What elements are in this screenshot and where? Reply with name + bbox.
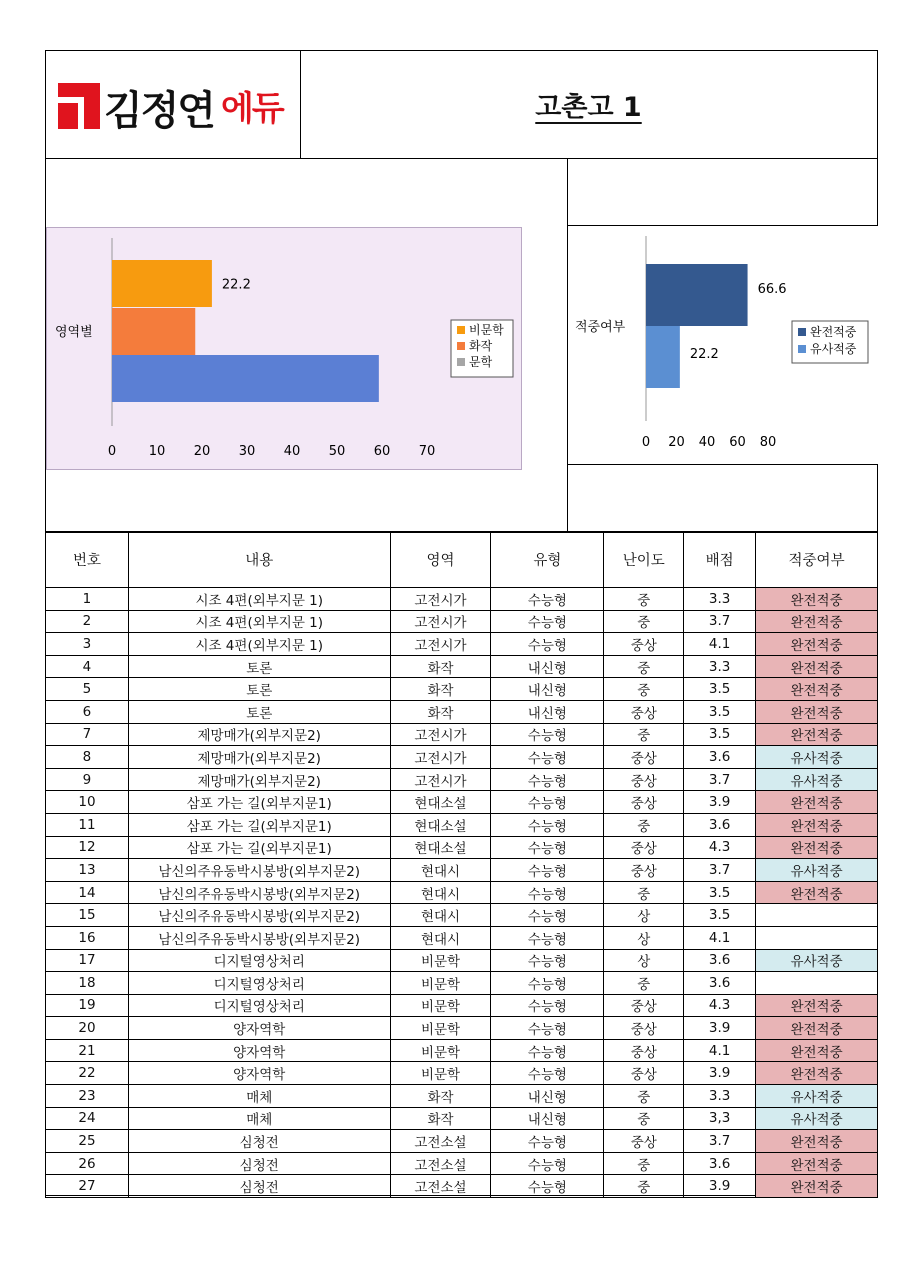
col-header: 적중여부 <box>756 532 878 588</box>
area-chart <box>46 227 522 470</box>
hit-status-cell: 완전적중 <box>756 994 878 1017</box>
x-tick-label: 30 <box>238 444 256 459</box>
table-cell: 양자역학 <box>128 1039 390 1062</box>
table-cell: 4.1 <box>684 926 756 949</box>
table-row <box>46 655 878 678</box>
table-cell: 3.5 <box>684 723 756 746</box>
table-cell: 중 <box>604 678 684 701</box>
table-row <box>46 813 878 836</box>
table-cell: 중 <box>604 1085 684 1108</box>
hit-status-cell: 완전적중 <box>756 791 878 814</box>
table-cell: 고전시가 <box>390 723 491 746</box>
hit-status-cell <box>756 904 878 927</box>
hit-status-cell: 완전적중 <box>756 1175 878 1198</box>
table-cell: 3.3 <box>684 1085 756 1108</box>
table-cell: 4.1 <box>684 1039 756 1062</box>
table-cell: 중 <box>604 610 684 633</box>
table-cell: 3.6 <box>684 972 756 995</box>
table-cell: 중상 <box>604 791 684 814</box>
hit-status-cell: 완전적중 <box>756 700 878 723</box>
table-cell: 비문학 <box>390 972 491 995</box>
table-cell: 수능형 <box>491 1062 604 1085</box>
table-row <box>46 859 878 882</box>
table-cell: 화작 <box>390 655 491 678</box>
table-cell: 양자역학 <box>128 1062 390 1085</box>
bar-value-label: 22.2 <box>689 347 719 362</box>
table-cell: 비문학 <box>390 994 491 1017</box>
x-tick-label: 20 <box>668 435 685 450</box>
col-header: 유형 <box>491 532 604 588</box>
table-cell: 고전시가 <box>390 588 491 611</box>
table-cell: 3.5 <box>684 678 756 701</box>
table-cell: 남신의주유동박시봉방(외부지문2) <box>128 881 390 904</box>
table-cell: 중상 <box>604 859 684 882</box>
hit-status-cell: 완전적중 <box>756 655 878 678</box>
legend-swatch <box>457 326 465 334</box>
x-tick-label: 70 <box>418 444 436 459</box>
page-title-cell <box>300 51 877 158</box>
x-tick-label: 80 <box>759 435 777 450</box>
table-row <box>46 610 878 633</box>
table-cell: 18 <box>46 972 129 995</box>
table-cell: 수능형 <box>491 1017 604 1040</box>
table-cell: 19 <box>46 994 129 1017</box>
table-cell: 비문학 <box>390 1017 491 1040</box>
table-cell: 중상 <box>604 746 684 769</box>
table-cell: 상 <box>604 926 684 949</box>
table-cell: 상 <box>604 904 684 927</box>
hit-status-cell: 완전적중 <box>756 836 878 859</box>
table-row <box>46 791 878 814</box>
table-header-row <box>46 532 878 588</box>
table-cell: 현대소설 <box>390 813 491 836</box>
hit-status-cell: 완전적중 <box>756 678 878 701</box>
table-row <box>46 1152 878 1175</box>
table-cell: 수능형 <box>491 813 604 836</box>
table-cell: 3 <box>46 633 129 656</box>
legend-label: 화작 <box>469 339 493 353</box>
table-cell: 15 <box>46 904 129 927</box>
brand-mark-icon <box>58 83 100 129</box>
table-cell: 현대소설 <box>390 791 491 814</box>
hit-status-cell: 완전적중 <box>756 633 878 656</box>
table-cell: 수능형 <box>491 904 604 927</box>
table-cell: 화작 <box>390 700 491 723</box>
table-cell: 3.7 <box>684 768 756 791</box>
table-row <box>46 633 878 656</box>
header <box>46 51 877 159</box>
hit-status-cell: 유사적중 <box>756 1085 878 1108</box>
table-cell: 중 <box>604 655 684 678</box>
bar-화작 <box>112 308 195 355</box>
x-tick-label: 0 <box>641 435 651 450</box>
table-cell: 수능형 <box>491 926 604 949</box>
table-cell: 매체 <box>128 1085 390 1108</box>
table-row <box>46 836 878 859</box>
table-row <box>46 1062 878 1085</box>
table-row <box>46 1017 878 1040</box>
page-title: 고촌고 1 <box>535 92 642 123</box>
table-cell: 토론 <box>128 678 390 701</box>
table-cell: 비문학 <box>390 1039 491 1062</box>
table-cell: 중상 <box>604 700 684 723</box>
table-cell: 중 <box>604 1107 684 1130</box>
table-cell: 3.3 <box>684 588 756 611</box>
table-cell: 남신의주유동박시봉방(외부지문2) <box>128 904 390 927</box>
table-cell: 고전시가 <box>390 746 491 769</box>
table-cell: 3.6 <box>684 813 756 836</box>
report-sheet <box>45 50 878 1196</box>
table-cell: 양자역학 <box>128 1017 390 1040</box>
table-cell: 3.5 <box>684 700 756 723</box>
table-cell: 3.9 <box>684 791 756 814</box>
table-row <box>46 768 878 791</box>
bar-비문학 <box>112 260 212 307</box>
table-cell: 14 <box>46 881 129 904</box>
table-cell: 내신형 <box>491 1107 604 1130</box>
x-tick-label: 40 <box>283 444 301 459</box>
table-cell: 3.6 <box>684 1152 756 1175</box>
table-cell: 중상 <box>604 1017 684 1040</box>
table-cell: 26 <box>46 1152 129 1175</box>
table-cell: 내신형 <box>491 1085 604 1108</box>
hit-status-cell: 완전적중 <box>756 723 878 746</box>
brand-name: 김정연 <box>104 88 214 134</box>
bar-value-label: 66.6 <box>757 282 787 297</box>
table-cell: 제망매가(외부지문2) <box>128 746 390 769</box>
table-cell: 현대시 <box>390 881 491 904</box>
table-cell: 현대시 <box>390 926 491 949</box>
table-cell: 수능형 <box>491 791 604 814</box>
hit-status-cell: 완전적중 <box>756 1017 878 1040</box>
hit-status-cell: 완전적중 <box>756 1039 878 1062</box>
table-cell: 수능형 <box>491 588 604 611</box>
table-cell: 삼포 가는 길(외부지문1) <box>128 836 390 859</box>
table-cell: 3.6 <box>684 746 756 769</box>
table-row <box>46 700 878 723</box>
table-cell: 수능형 <box>491 723 604 746</box>
hit-status-cell: 유사적중 <box>756 949 878 972</box>
table-cell: 비문학 <box>390 949 491 972</box>
table-cell: 화작 <box>390 1107 491 1130</box>
table-cell: 수능형 <box>491 972 604 995</box>
table-cell: 고전시가 <box>390 610 491 633</box>
table-row <box>46 881 878 904</box>
table-cell: 3.5 <box>684 881 756 904</box>
table-row <box>46 746 878 769</box>
legend-swatch <box>457 342 465 350</box>
legend-swatch <box>798 345 806 353</box>
table-cell: 3.9 <box>684 1017 756 1040</box>
x-tick-label: 10 <box>148 444 166 459</box>
table-cell: 22 <box>46 1062 129 1085</box>
table-cell: 중 <box>604 972 684 995</box>
hit-status-cell: 완전적중 <box>756 1062 878 1085</box>
table-row <box>46 926 878 949</box>
col-header: 배점 <box>684 532 756 588</box>
legend-label: 문학 <box>469 355 493 369</box>
table-cell: 고전소설 <box>390 1130 491 1153</box>
table-cell: 화작 <box>390 1085 491 1108</box>
legend-label: 완전적중 <box>810 325 857 339</box>
table-cell: 중상 <box>604 633 684 656</box>
table-cell: 고전소설 <box>390 1175 491 1198</box>
table-cell: 수능형 <box>491 1130 604 1153</box>
table-cell: 디지털영상처리 <box>128 949 390 972</box>
table-cell: 5 <box>46 678 129 701</box>
table-cell: 중상 <box>604 1062 684 1085</box>
table-cell: 23 <box>46 1085 129 1108</box>
bar-유사적중 <box>646 326 680 388</box>
hit-status-cell: 완전적중 <box>756 813 878 836</box>
hit-status-cell: 완전적중 <box>756 1130 878 1153</box>
hit-status-cell: 유사적중 <box>756 746 878 769</box>
table-row <box>46 972 878 995</box>
x-tick-label: 20 <box>193 444 211 459</box>
hit-chart-svg <box>568 226 878 464</box>
x-tick-label: 50 <box>328 444 346 459</box>
bar-문학 <box>112 355 379 402</box>
col-header: 난이도 <box>604 532 684 588</box>
table-cell: 중 <box>604 1175 684 1198</box>
table-cell: 내신형 <box>491 655 604 678</box>
table-cell: 27 <box>46 1175 129 1198</box>
table-cell: 수능형 <box>491 949 604 972</box>
table-cell: 시조 4편(외부지문 1) <box>128 610 390 633</box>
table-cell: 토론 <box>128 700 390 723</box>
bar-value-label: 22.2 <box>221 277 251 293</box>
table-cell: 시조 4편(외부지문 1) <box>128 588 390 611</box>
table-cell: 6 <box>46 700 129 723</box>
table-cell: 4.3 <box>684 994 756 1017</box>
table-cell: 20 <box>46 1017 129 1040</box>
table-cell: 수능형 <box>491 610 604 633</box>
table-cell: 9 <box>46 768 129 791</box>
table-cell: 시조 4편(외부지문 1) <box>128 633 390 656</box>
table-cell: 심청전 <box>128 1130 390 1153</box>
table-cell: 8 <box>46 746 129 769</box>
col-header: 번호 <box>46 532 129 588</box>
table-cell: 현대소설 <box>390 836 491 859</box>
table-cell: 중 <box>604 813 684 836</box>
table-row <box>46 723 878 746</box>
table-cell: 수능형 <box>491 768 604 791</box>
table-cell: 내신형 <box>491 678 604 701</box>
table-cell: 3.7 <box>684 610 756 633</box>
table-cell: 매체 <box>128 1107 390 1130</box>
table-cell: 중상 <box>604 994 684 1017</box>
table-cell: 수능형 <box>491 836 604 859</box>
table-cell: 디지털영상처리 <box>128 994 390 1017</box>
hit-status-cell <box>756 972 878 995</box>
table-cell: 4.3 <box>684 836 756 859</box>
table-cell: 중상 <box>604 836 684 859</box>
hit-chart <box>568 226 878 464</box>
table-cell: 심청전 <box>128 1152 390 1175</box>
logo <box>46 51 301 158</box>
legend-label: 비문학 <box>469 323 504 337</box>
hit-status-cell: 완전적중 <box>756 588 878 611</box>
table-cell: 제망매가(외부지문2) <box>128 768 390 791</box>
table-row <box>46 1039 878 1062</box>
table-cell: 수능형 <box>491 1175 604 1198</box>
table-row <box>46 1085 878 1108</box>
table-cell: 4 <box>46 655 129 678</box>
table-cell: 3.9 <box>684 1175 756 1198</box>
table-cell: 상 <box>604 949 684 972</box>
table-cell: 중 <box>604 588 684 611</box>
table-cell: 제망매가(외부지문2) <box>128 723 390 746</box>
table-cell: 수능형 <box>491 1152 604 1175</box>
table-cell: 2 <box>46 610 129 633</box>
x-tick-label: 0 <box>107 444 117 459</box>
table-cell: 수능형 <box>491 994 604 1017</box>
hit-status-cell: 유사적중 <box>756 1107 878 1130</box>
table-cell: 중상 <box>604 768 684 791</box>
table-cell: 3,3 <box>684 1107 756 1130</box>
table-cell: 고전시가 <box>390 633 491 656</box>
table-cell: 3.5 <box>684 904 756 927</box>
charts-area <box>46 158 877 533</box>
table-cell: 고전시가 <box>390 768 491 791</box>
table-cell: 11 <box>46 813 129 836</box>
hit-status-cell: 완전적중 <box>756 881 878 904</box>
table-cell: 1 <box>46 588 129 611</box>
table-cell: 고전소설 <box>390 1152 491 1175</box>
table-cell: 비문학 <box>390 1062 491 1085</box>
legend-label: 유사적중 <box>810 342 857 356</box>
table-cell: 수능형 <box>491 859 604 882</box>
table-cell: 중 <box>604 723 684 746</box>
table-cell: 심청전 <box>128 1175 390 1198</box>
hit-status-cell: 완전적중 <box>756 610 878 633</box>
table-cell: 내신형 <box>491 700 604 723</box>
area-chart-ylabel: 영역별 <box>55 325 93 340</box>
table-cell: 중상 <box>604 1039 684 1062</box>
table-cell: 3.7 <box>684 1130 756 1153</box>
question-table <box>45 531 878 1198</box>
table-cell: 중 <box>604 881 684 904</box>
table-cell: 3.7 <box>684 859 756 882</box>
table-row <box>46 1175 878 1198</box>
table-cell: 3.6 <box>684 949 756 972</box>
x-tick-label: 60 <box>729 435 746 450</box>
table-row <box>46 1130 878 1153</box>
hit-status-cell: 완전적중 <box>756 1152 878 1175</box>
table-cell: 토론 <box>128 655 390 678</box>
hit-status-cell: 유사적중 <box>756 859 878 882</box>
bar-완전적중 <box>646 264 748 326</box>
table-cell: 3.9 <box>684 1062 756 1085</box>
table-cell: 수능형 <box>491 1039 604 1062</box>
col-header: 내용 <box>128 532 390 588</box>
table-row <box>46 994 878 1017</box>
table-cell: 남신의주유동박시봉방(외부지문2) <box>128 859 390 882</box>
table-cell: 21 <box>46 1039 129 1062</box>
table-cell: 화작 <box>390 678 491 701</box>
table-cell: 현대시 <box>390 904 491 927</box>
table-row <box>46 588 878 611</box>
table-row <box>46 678 878 701</box>
table-cell: 수능형 <box>491 881 604 904</box>
area-chart-svg <box>47 228 523 471</box>
table-cell: 수능형 <box>491 633 604 656</box>
table-cell: 16 <box>46 926 129 949</box>
table-cell: 삼포 가는 길(외부지문1) <box>128 813 390 836</box>
table-cell: 수능형 <box>491 746 604 769</box>
legend-swatch <box>457 358 465 366</box>
x-tick-label: 60 <box>373 444 391 459</box>
legend-swatch <box>798 328 806 336</box>
table-cell: 디지털영상처리 <box>128 972 390 995</box>
table-cell: 중 <box>604 1152 684 1175</box>
hit-status-cell <box>756 926 878 949</box>
table-cell: 12 <box>46 836 129 859</box>
hit-chart-ylabel: 적중여부 <box>575 320 626 335</box>
table-row <box>46 949 878 972</box>
table-cell: 10 <box>46 791 129 814</box>
table-cell: 7 <box>46 723 129 746</box>
table-cell: 현대시 <box>390 859 491 882</box>
hit-status-cell: 유사적중 <box>756 768 878 791</box>
table-row <box>46 1107 878 1130</box>
table-cell: 13 <box>46 859 129 882</box>
table-cell: 4.1 <box>684 633 756 656</box>
x-tick-label: 40 <box>698 435 716 450</box>
table-cell: 3.3 <box>684 655 756 678</box>
col-header: 영역 <box>390 532 491 588</box>
brand-suffix: 에듀 <box>221 89 283 129</box>
table-row <box>46 904 878 927</box>
table-cell: 24 <box>46 1107 129 1130</box>
table-cell: 중상 <box>604 1130 684 1153</box>
table-cell: 17 <box>46 949 129 972</box>
table-cell: 25 <box>46 1130 129 1153</box>
table-cell: 남신의주유동박시봉방(외부지문2) <box>128 926 390 949</box>
table-cell: 삼포 가는 길(외부지문1) <box>128 791 390 814</box>
